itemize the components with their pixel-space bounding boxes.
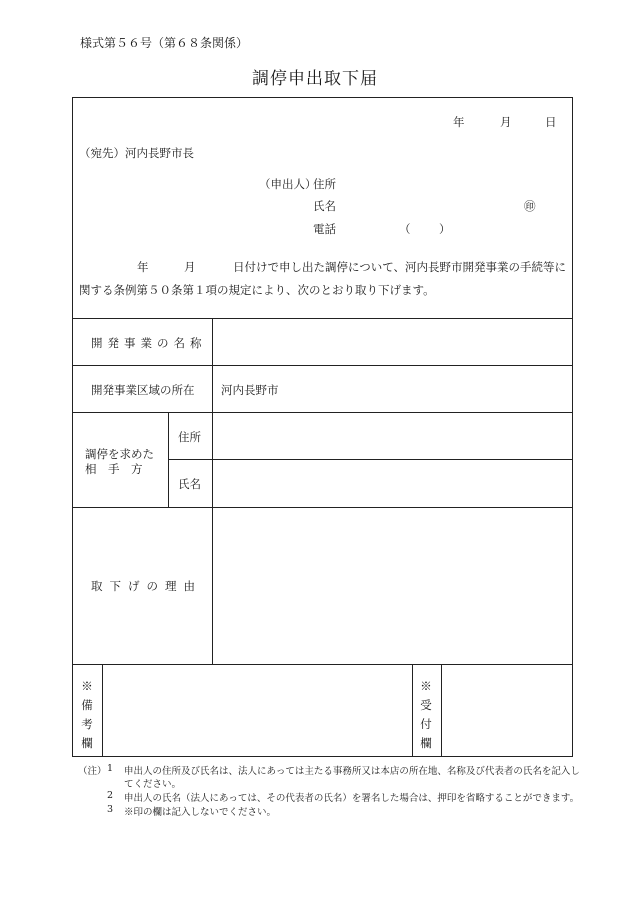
seal-mark: ㊞: [524, 199, 536, 213]
applicant-phone-label: 電話: [313, 222, 336, 236]
note-2-number: 2: [107, 790, 114, 801]
project-location-label: 開発事業区域の所在: [91, 383, 195, 397]
applicant-address-label: 住所: [313, 177, 336, 191]
rule-row4: [73, 507, 572, 508]
counterparty-label-1: 調停を求めた: [85, 447, 154, 461]
rule-col-label: [212, 318, 213, 664]
counterparty-name-label: 氏名: [178, 477, 201, 491]
date-month-label: 月: [500, 115, 512, 129]
project-location-value: 河内長野市: [221, 383, 279, 397]
rule-row1: [73, 365, 572, 366]
rule-col-reception-value: [441, 664, 442, 757]
date-day-label: 日: [545, 115, 557, 129]
statement-year: 年: [137, 260, 149, 274]
applicant-name-label: 氏名: [313, 199, 336, 213]
rule-col-remarks: [102, 664, 103, 757]
addressee: （宛先）河内長野市長: [79, 146, 194, 160]
date-year-label: 年: [453, 115, 465, 129]
note-3-number: 3: [107, 804, 114, 815]
note-2-line1: 申出人の氏名（法人にあっては、その代表者の氏名）を署名した場合は、押印を省略することができます。: [124, 793, 580, 804]
note-1-line2: てください。: [124, 779, 182, 790]
form-frame: [72, 97, 573, 757]
rule-col-sublabel: [168, 412, 169, 507]
rule-header-bottom: [73, 318, 572, 319]
counterparty-address-label: 住所: [178, 430, 201, 444]
reason-label: 取下げの理由: [91, 579, 202, 593]
rule-row2: [73, 412, 572, 413]
project-name-label: 開発事業の名称: [91, 336, 207, 350]
statement-line1: 日付けで申し出た調停について、河内長野市開発事業の手続等に: [233, 260, 567, 274]
statement-line2: 関する条例第５０条第１項の規定により、次のとおり取り下げます。: [79, 283, 435, 297]
applicant-label: （申出人）: [259, 177, 317, 191]
note-1-number: 1: [107, 763, 114, 774]
notes-prefix: （注）: [78, 766, 107, 777]
rule-col-reception: [412, 664, 413, 757]
phone-paren-close: ）: [439, 222, 451, 236]
phone-paren-open: （: [399, 222, 411, 236]
statement-month: 月: [184, 260, 196, 274]
note-3-line1: ※印の欄は記入しないでください。: [124, 807, 277, 818]
rule-row5: [73, 664, 572, 665]
counterparty-label-2: 相 手 方: [85, 462, 143, 476]
form-number: 様式第５６号（第６８条関係）: [80, 36, 249, 50]
reception-label: ※受付欄: [420, 679, 432, 750]
page-title: 調停申出取下届: [252, 69, 378, 89]
remarks-label: ※備考欄: [81, 679, 93, 750]
note-1-line1: 申出人の住所及び氏名は、法人にあっては主たる事務所又は本店の所在地、名称及び代表者の氏名を記入し: [124, 766, 580, 777]
rule-row3-split: [168, 459, 572, 460]
